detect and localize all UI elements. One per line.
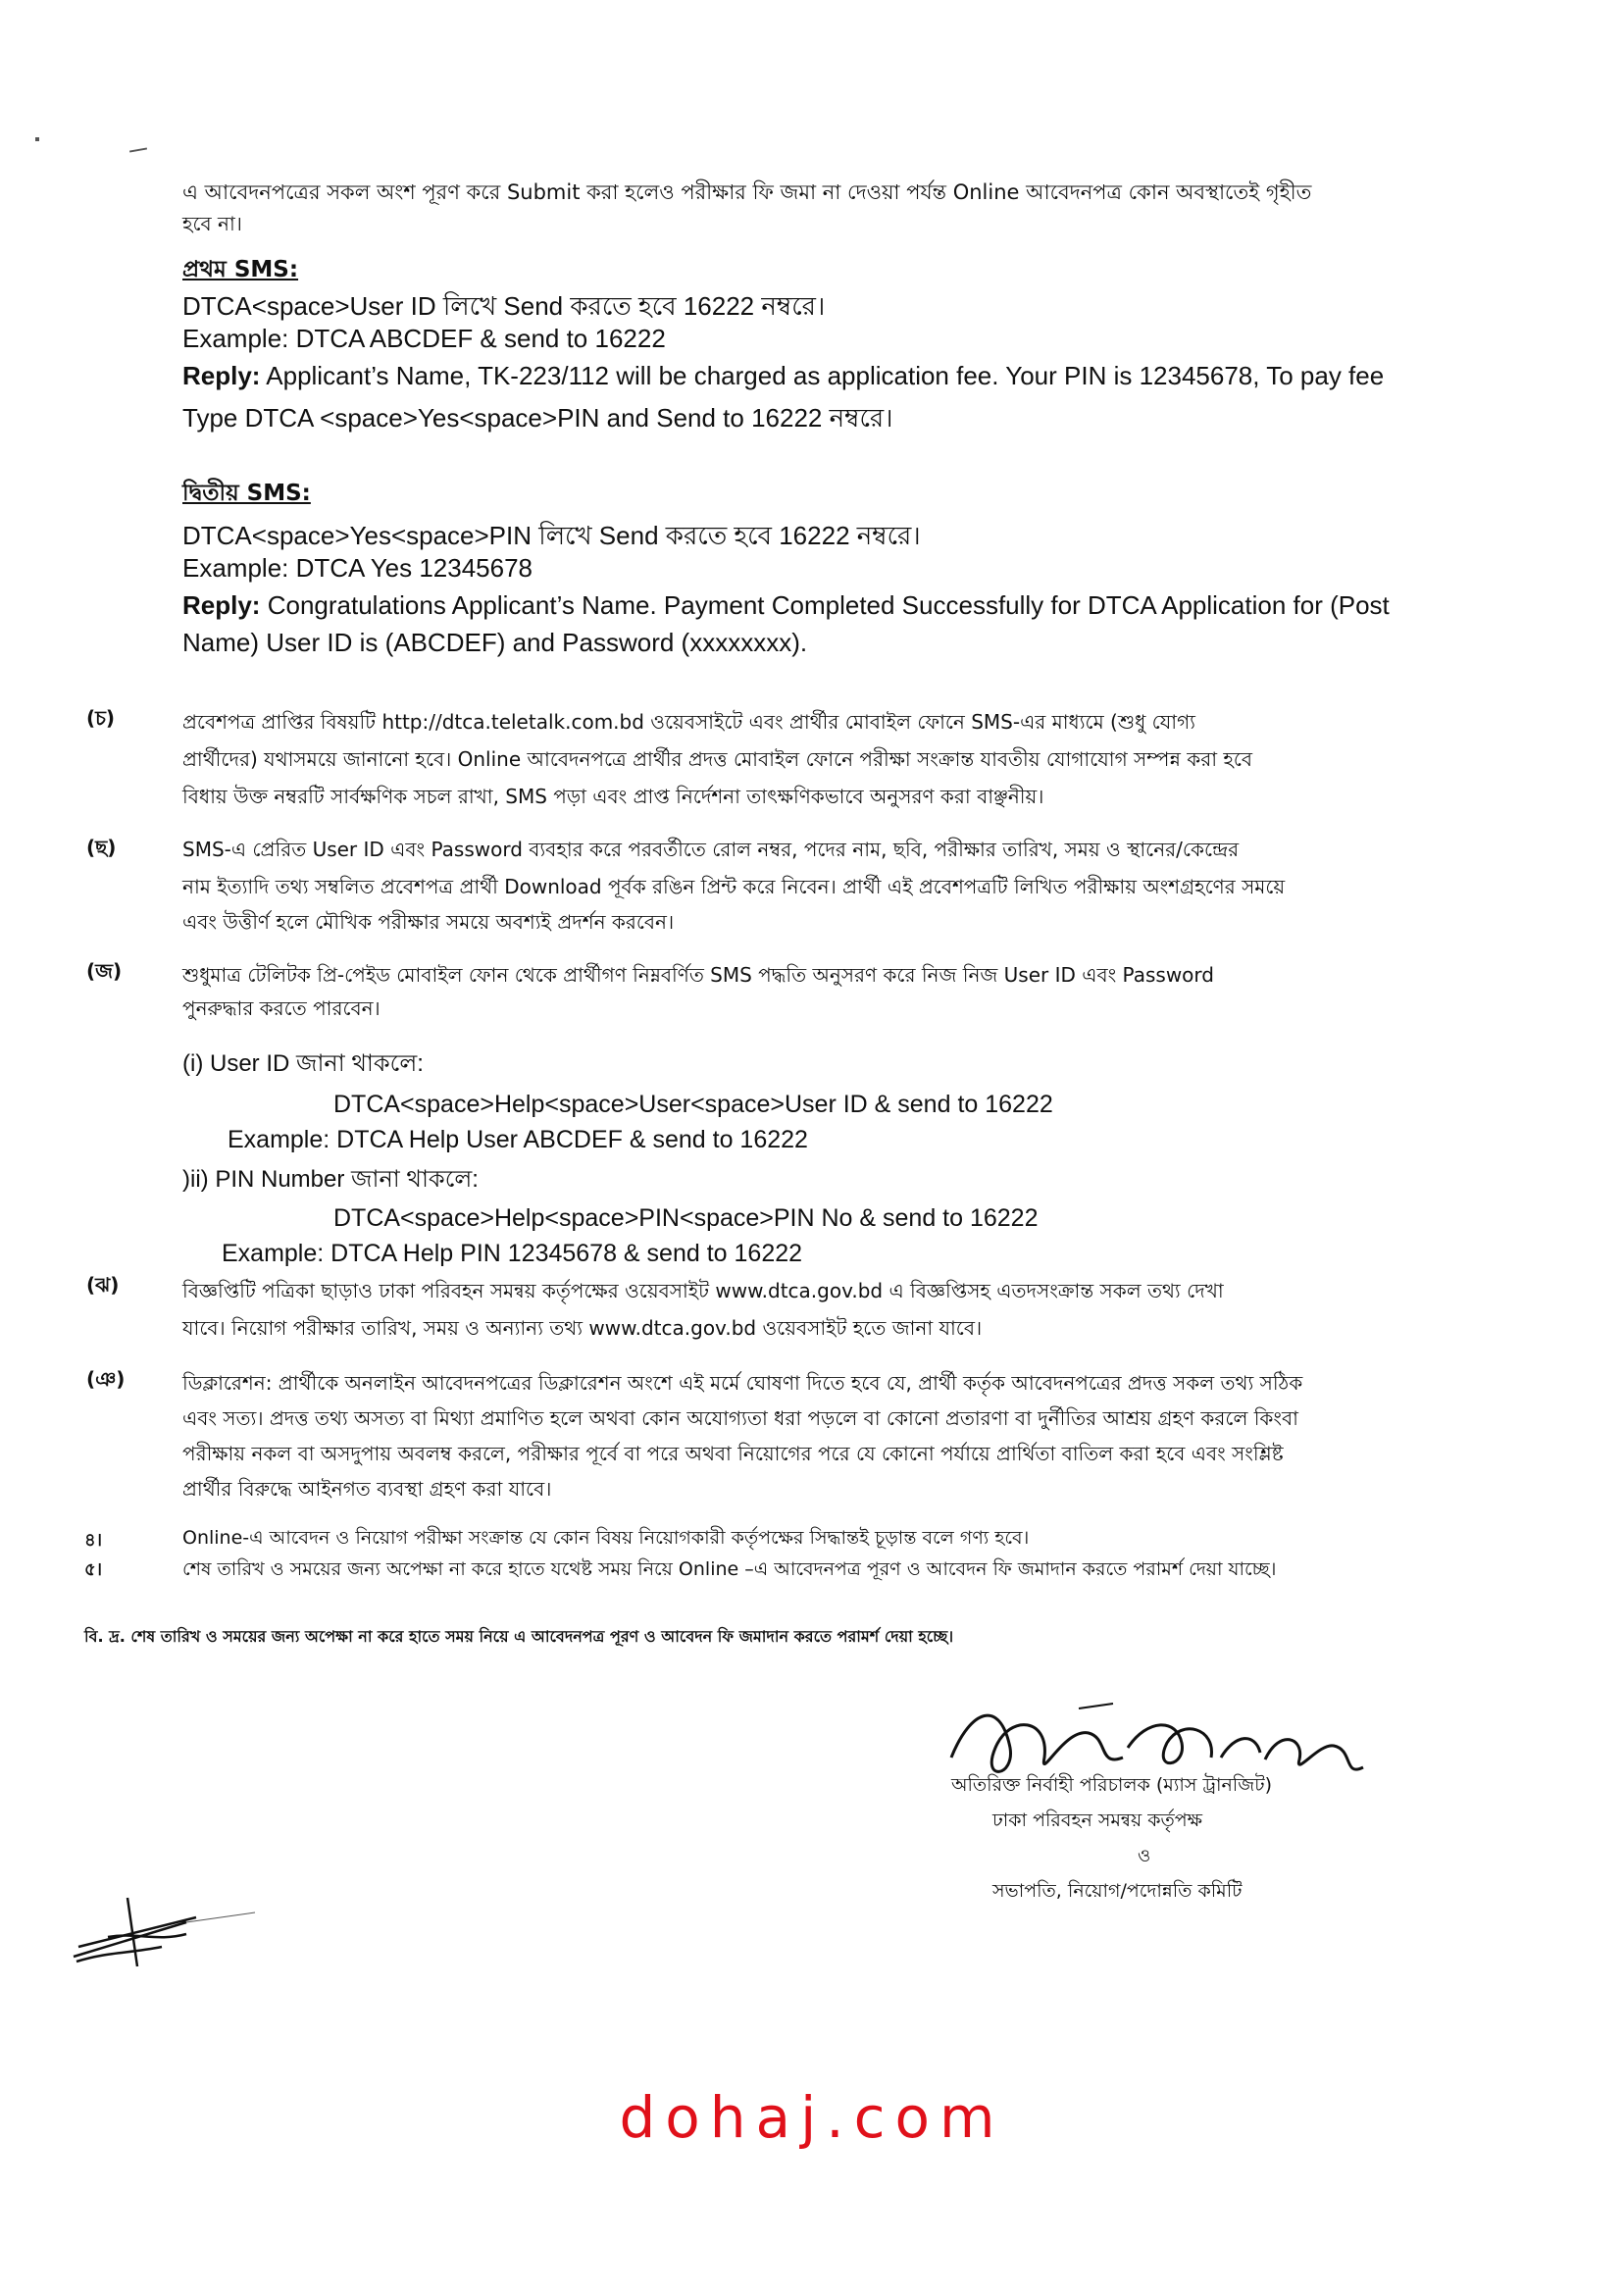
sms2-heading: দ্বিতীয় SMS: bbox=[182, 481, 311, 506]
sms1-reply-text: Applicant’s Name, TK-223/112 will be charged as application fee. Your PIN is 12345678, To pay fee bbox=[266, 361, 1385, 390]
section-ja-marker: (জ) bbox=[86, 959, 123, 983]
ja-sub-ii-label: )ii) PIN Number জানা থাকলে: bbox=[182, 1166, 479, 1193]
initial-mark bbox=[69, 1893, 265, 1971]
sms1-reply-line-2: Type DTCA <space>Yes<space>PIN and Send to 16222 নম্বরে। bbox=[182, 403, 893, 433]
ja-sub-ii-command: DTCA<space>Help<space>PIN<space>PIN No & send to 16222 bbox=[333, 1204, 1039, 1232]
ja-sub-i-example: Example: DTCA Help User ABCDEF & send to 16222 bbox=[228, 1126, 808, 1153]
section-chha-line-1: SMS-এ প্রেরিত User ID এবং Password ব্যবহার করে পরবর্তীতে রোল নম্বর, পদের নাম, ছবি, পরীক্ষার তারিখ, সময় ও স্থানের/কেন্দ্রের bbox=[182, 838, 1240, 861]
item-4-text: Online-এ আবেদন ও নিয়োগ পরীক্ষা সংক্রান্ত যে কোন বিষয় নিয়োগকারী কর্তৃপক্ষের সিদ্ধান্তই চূড়ান্ত বলে গণ্য হবে। bbox=[182, 1527, 1030, 1549]
intro-line-1: এ আবেদনপত্রের সকল অংশ পূরণ করে Submit করা হলেও পরীক্ষার ফি জমা না দেওয়া পর্যন্ত Online আবেদনপত্র কোন অবস্থাতেই গৃহীত bbox=[182, 180, 1312, 204]
watermark-text: dohaj.com bbox=[619, 2084, 1005, 2151]
signatory-office: ঢাকা পরিবহন সমন্বয় কর্তৃপক্ষ bbox=[992, 1810, 1203, 1831]
item-5-marker: ৫। bbox=[84, 1559, 103, 1580]
section-jha-line-1: বিজ্ঞপ্তিটি পত্রিকা ছাড়াও ঢাকা পরিবহন সমন্বয় কর্তৃপক্ষের ওয়েবসাইট www.dtca.gov.bd এ বিজ্ঞপ্তিসহ এতদসংক্রান্ত সকল তথ্য দেখা bbox=[182, 1279, 1224, 1302]
section-nya-line-3: পরীক্ষায় নকল বা অসদুপায় অবলম্ব করলে, পরীক্ষার পূর্বে বা পরে অথবা নিয়োগের পরে যে কোনো পর্যায়ে প্রার্থিতা বাতিল করা হবে এবং সংশ্লিষ্ট bbox=[182, 1442, 1284, 1465]
ja-sub-i-command: DTCA<space>Help<space>User<space>User ID & send to 16222 bbox=[333, 1091, 1053, 1118]
intro-line-2: হবে না। bbox=[182, 212, 242, 235]
sms1-instruction: DTCA<space>User ID লিখে Send করতে হবে 16222 নম্বরে। bbox=[182, 291, 826, 321]
sms2-reply-text: Congratulations Applicant’s Name. Payment Completed Successfully for DTCA Application for (Post bbox=[267, 590, 1390, 620]
sms1-example: Example: DTCA ABCDEF & send to 16222 bbox=[182, 324, 666, 353]
ja-sub-ii-example: Example: DTCA Help PIN 12345678 & send to 16222 bbox=[222, 1240, 803, 1267]
scan-speck bbox=[129, 147, 147, 152]
section-ja-line-2: পুনরুদ্ধার করতে পারবেন। bbox=[182, 996, 381, 1020]
section-jha-marker: (ঝ) bbox=[86, 1273, 120, 1297]
section-cha-line-2: প্রার্থীদের) যথাসময়ে জানানো হবে। Online আবেদনপত্রে প্রার্থীর প্রদত্ত মোবাইল ফোনে পরীক্ষা সংক্রান্ত যাবতীয় যোগাযোগ সম্পন্ন করা হবে bbox=[182, 747, 1253, 771]
section-cha-line-3: বিধায় উক্ত নম্বরটি সার্বক্ষণিক সচল রাখা, SMS পড়া এবং প্রাপ্ত নির্দেশনা তাৎক্ষণিকভাবে অনুসরণ করা বাঞ্ছনীয়। bbox=[182, 785, 1044, 808]
section-ja-line-1: শুধুমাত্র টেলিটক প্রি-পেইড মোবাইল ফোন থেকে প্রার্থীগণ নিম্নবর্ণিত SMS পদ্ধতি অনুসরণ করে নিজ নিজ User ID এবং Password bbox=[182, 963, 1214, 987]
section-chha-marker: (ছ) bbox=[86, 836, 117, 859]
section-nya-line-2: এবং সত্য। প্রদত্ত তথ্য অসত্য বা মিথ্যা প্রমাণিত হলে অথবা কোন অযোগ্যতা ধরা পড়লে বা কোনো প্রতারণা বা দুর্নীতির আশ্রয় গ্রহণ করলে কিংবা bbox=[182, 1406, 1298, 1430]
section-nya-marker: (ঞ) bbox=[86, 1367, 126, 1391]
section-nya-line-1: ডিক্লারেশন: প্রার্থীকে অনলাইন আবেদনপত্রের ডিক্লারেশন অংশে এই মর্মে ঘোষণা দিতে হবে যে, প্রার্থী কর্তৃক আবেদনপত্রের প্রদত্ত সকল তথ্য সঠিক bbox=[182, 1371, 1303, 1395]
section-cha-line-1: প্রবেশপত্র প্রাপ্তির বিষয়টি http://dtca.teletalk.com.bd ওয়েবসাইটে এবং প্রার্থীর মোবাইল ফোনে SMS-এর মাধ্যমে (শুধু যোগ্য bbox=[182, 710, 1195, 734]
section-cha-marker: (চ) bbox=[86, 706, 116, 730]
scan-speck bbox=[35, 137, 39, 141]
sms2-reply bbox=[182, 590, 1390, 621]
ja-sub-i-label: (i) User ID জানা থাকলে: bbox=[182, 1050, 424, 1077]
sms2-reply-label: Reply: bbox=[182, 590, 261, 620]
sms2-reply-line-2: Name) User ID is (ABCDEF) and Password (xxxxxxxx). bbox=[182, 628, 808, 657]
section-chha-line-2: নাম ইত্যাদি তথ্য সম্বলিত প্রবেশপত্র প্রার্থী Download পূর্বক রঙিন প্রিন্ট করে নিবেন। প্রার্থী এই প্রবেশপত্রটি লিখিত পরীক্ষায় অংশগ্রহণের সময়ে bbox=[182, 875, 1286, 898]
sms1-reply bbox=[182, 361, 1384, 391]
signatory-committee: সভাপতি, নিয়োগ/পদোন্নতি কমিটি bbox=[992, 1880, 1243, 1902]
signatory-conj: ও bbox=[1138, 1846, 1151, 1866]
nb-note: বি. দ্র. শেষ তারিখ ও সময়ের জন্য অপেক্ষা না করে হাতে সময় নিয়ে এ আবেদনপত্র পূরণ ও আবেদন ফি জমাদান করতে পরামর্শ দেয়া হচ্ছে। bbox=[84, 1627, 954, 1646]
section-nya-line-4: প্রার্থীর বিরুদ্ধে আইনগত ব্যবস্থা গ্রহণ করা যাবে। bbox=[182, 1477, 552, 1501]
item-4-marker: ৪। bbox=[84, 1530, 103, 1551]
sms2-example: Example: DTCA Yes 12345678 bbox=[182, 553, 533, 583]
sms1-reply-label: Reply: bbox=[182, 361, 261, 390]
section-jha-line-2: যাবে। নিয়োগ পরীক্ষার তারিখ, সময় ও অন্যান্য তথ্য www.dtca.gov.bd ওয়েবসাইট হতে জানা যাবে। bbox=[182, 1316, 983, 1340]
section-chha-line-3: এবং উত্তীর্ণ হলে মৌখিক পরীক্ষার সময়ে অবশ্যই প্রদর্শন করবেন। bbox=[182, 910, 675, 934]
sms1-heading: প্রথম SMS: bbox=[182, 257, 299, 282]
item-5-text: শেষ তারিখ ও সময়ের জন্য অপেক্ষা না করে হাতে যথেষ্ট সময় নিয়ে Online –এ আবেদনপত্র পূরণ ও আবেদন ফি জমাদান করতে পরামর্শ দেয়া যাচ্ছে। bbox=[182, 1558, 1277, 1580]
sms2-instruction: DTCA<space>Yes<space>PIN লিখে Send করতে হবে 16222 নম্বরে। bbox=[182, 521, 921, 550]
signatory-designation: অতিরিক্ত নির্বাহী পরিচালক (ম্যাস ট্রানজিট) bbox=[951, 1774, 1272, 1796]
